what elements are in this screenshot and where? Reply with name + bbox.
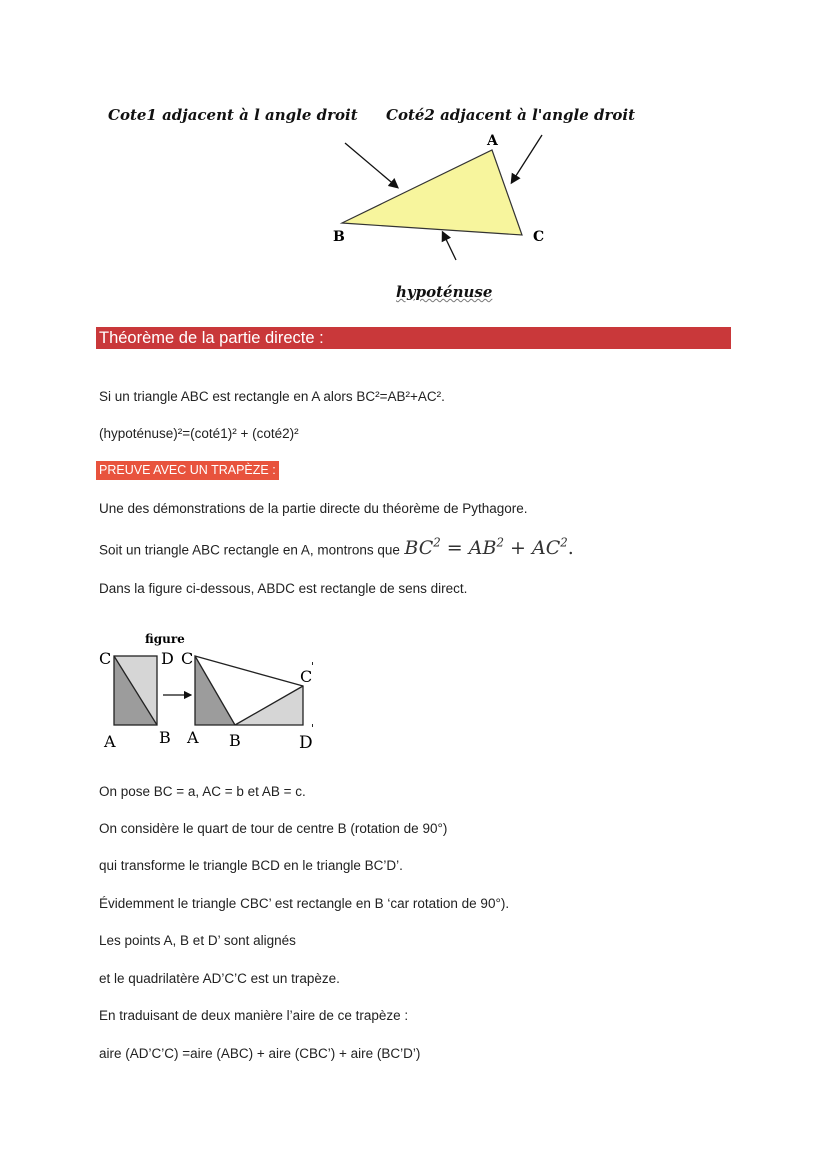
body-line5: Les points A, B et D’ sont alignés — [99, 933, 296, 948]
label-left-c: C — [99, 649, 112, 668]
arrow-hypotenuse — [443, 233, 456, 260]
body-line3: qui transforme le triangle BCD en le triangle BC’D’. — [99, 858, 403, 873]
trapezoid-figure — [95, 630, 335, 755]
formula-exp-ab: 2 — [496, 536, 504, 550]
proof-tag: PREUVE AVEC UN TRAPÈZE : — [96, 461, 279, 480]
formula-plus: + — [510, 537, 526, 560]
vertex-a: A — [487, 133, 498, 149]
section-title: Théorème de la partie directe : — [96, 327, 731, 349]
label-hypotenuse: hypoténuse — [396, 283, 493, 301]
label-cote2: Coté2 adjacent à l'angle droit — [386, 106, 635, 124]
body-line6: et le quadrilatère AD’C’C est un trapèze. — [99, 971, 340, 986]
formula-eq: = — [446, 537, 463, 560]
triangle-figure — [300, 125, 580, 290]
label-d-prime-mark: ' — [311, 722, 315, 735]
label-c-prime-mark: ' — [311, 660, 315, 673]
label-right-a: A — [187, 728, 199, 747]
statement-line2: (hypoténuse)²=(coté1)² + (coté2)² — [99, 426, 299, 441]
figure-caption: figure — [145, 632, 185, 646]
statement-line1: Si un triangle ABC est rectangle en A alors BC²=AB²+AC². — [99, 389, 445, 404]
arrow-cote1 — [345, 143, 397, 187]
formula-ac: AC — [531, 537, 561, 560]
label-right-c: C — [181, 649, 194, 668]
arrow-cote2 — [512, 135, 542, 182]
label-c-prime: C — [300, 667, 313, 686]
label-left-b: B — [159, 728, 171, 747]
vertex-b: B — [333, 229, 345, 245]
label-cote1: Cote1 adjacent à l angle droit — [108, 106, 358, 124]
formula-ab: AB — [468, 537, 497, 560]
label-d-prime: D — [299, 733, 313, 753]
vertex-c: C — [533, 229, 545, 245]
label-left-d: D — [161, 649, 174, 668]
intro-line2 — [99, 536, 574, 559]
body-line4: Évidemment le triangle CBC’ est rectangle en B ‘car rotation de 90°). — [99, 896, 510, 911]
body-line1: On pose BC = a, AC = b et AB = c. — [99, 784, 306, 799]
body-line2: On considère le quart de tour de centre B (rotation de 90°) — [99, 821, 448, 836]
formula-end: . — [567, 537, 574, 560]
formula-bc: BC — [404, 537, 434, 560]
pythagoras-formula — [404, 537, 573, 559]
formula-exp-ac: 2 — [560, 536, 568, 550]
formula-exp-bc: 2 — [433, 536, 441, 550]
intro-line1: Une des démonstrations de la partie directe du théorème de Pythagore. — [99, 501, 528, 516]
label-right-b: B — [229, 731, 241, 750]
body-line7: En traduisant de deux manière l’aire de ce trapèze : — [99, 1008, 409, 1023]
body-line8: aire (AD’C’C) =aire (ABC) + aire (CBC’) + aire (BC’D’) — [99, 1046, 421, 1061]
intro-line3: Dans la figure ci-dessous, ABDC est rectangle de sens direct. — [99, 581, 468, 596]
intro-line2-text: Soit un triangle ABC rectangle en A, montrons que — [99, 542, 400, 558]
label-left-a: A — [104, 732, 116, 751]
